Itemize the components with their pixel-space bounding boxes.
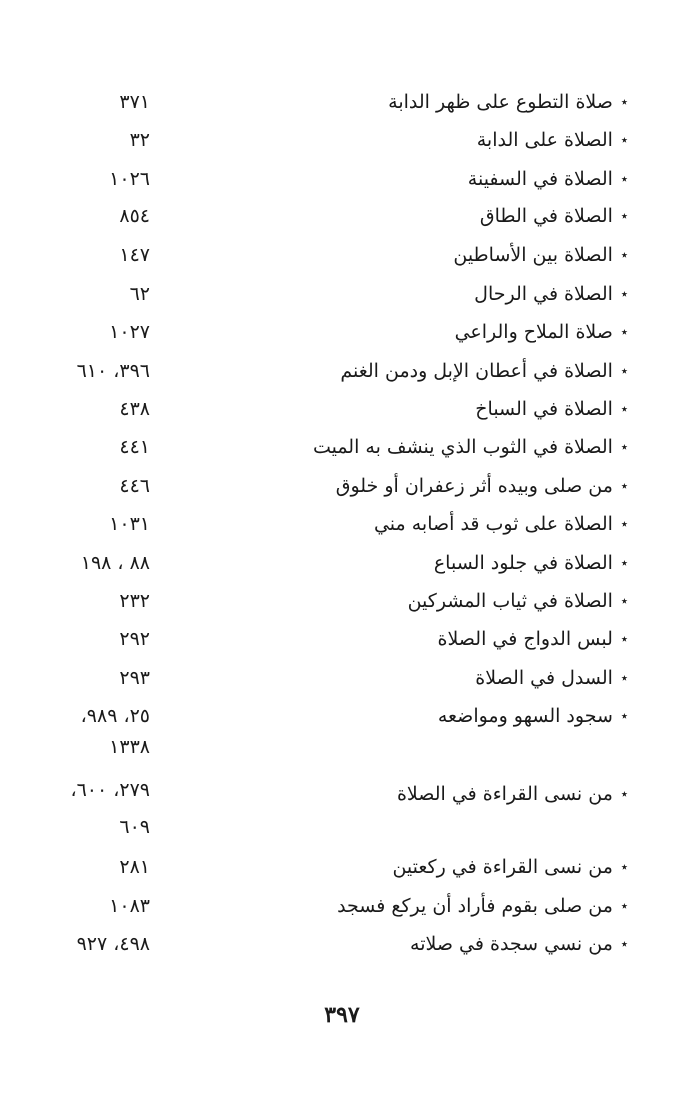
- index-row: [0, 660, 684, 696]
- index-entry: [475, 391, 628, 428]
- page-references: ١٠٢٧: [109, 321, 150, 343]
- index-entry: [374, 506, 628, 543]
- bullet-star: ٭: [620, 937, 628, 952]
- bullet-star: ٭: [620, 517, 628, 532]
- index-entry: [480, 198, 628, 235]
- entry-text: الصلاة في الطاق: [479, 205, 613, 227]
- entry-text: من نسى القراءة في الصلاة: [396, 783, 613, 805]
- index-row: [0, 391, 684, 427]
- bullet-star: ٭: [620, 133, 628, 148]
- index-row: [0, 545, 684, 581]
- index-entry: [468, 161, 628, 198]
- bullet-star: ٭: [620, 787, 628, 802]
- index-row: [0, 198, 684, 234]
- bullet-star: ٭: [620, 402, 628, 417]
- entry-text: الصلاة في الرحال: [474, 283, 613, 305]
- index-row: [0, 122, 684, 158]
- entry-text: سجود السهو ومواضعه: [437, 705, 613, 727]
- index-row: [0, 776, 684, 812]
- entry-text: الصلاة في السفينة: [467, 168, 613, 190]
- bullet-star: ٭: [620, 325, 628, 340]
- page-references: ٨٨ ، ١٩٨: [80, 552, 150, 574]
- entry-text: السدل في الصلاة: [475, 667, 613, 689]
- index-row: [0, 621, 684, 657]
- index-row: [0, 729, 684, 765]
- index-row: [0, 809, 684, 845]
- page-references: ٤٣٨: [119, 398, 150, 420]
- bullet-star: ٭: [620, 632, 628, 647]
- page-references: ٤٤٦: [119, 475, 150, 497]
- page-references: ١٣٣٨: [109, 736, 150, 758]
- page-references: ٣٢: [129, 129, 150, 151]
- entry-text: الصلاة على الدابة: [476, 129, 613, 151]
- index-entry: [388, 84, 628, 121]
- entry-text: من صلى وبيده أثر زعفران أو خلوق: [335, 475, 613, 497]
- page-references: ٤٩٨، ٩٢٧: [76, 933, 150, 955]
- bullet-star: ٭: [620, 899, 628, 914]
- page-references: ٨٥٤: [119, 205, 150, 227]
- index-entry: [337, 888, 628, 925]
- bullet-star: ٭: [620, 709, 628, 724]
- index-row: [0, 353, 684, 389]
- index-entry: [477, 122, 628, 159]
- bullet-star: ٭: [620, 556, 628, 571]
- index-row: [0, 276, 684, 312]
- page-references: ٢٥، ٩٨٩،: [80, 705, 150, 727]
- entry-text: الصلاة على ثوب قد أصابه مني: [373, 513, 613, 535]
- entry-text: من صلى بقوم فأراد أن يركع فسجد: [337, 895, 613, 917]
- bullet-star: ٭: [620, 671, 628, 686]
- bullet-star: ٭: [620, 860, 628, 875]
- bullet-star: ٭: [620, 440, 628, 455]
- bullet-star: ٭: [620, 594, 628, 609]
- entry-text: لبس الدواج في الصلاة: [437, 628, 613, 650]
- entry-text: صلاة التطوع على ظهر الدابة: [388, 91, 613, 113]
- index-entry: [408, 583, 628, 620]
- entry-text: صلاة الملاح والراعي: [454, 321, 613, 343]
- page-references: ١٠٣١: [109, 513, 150, 535]
- page-references: ٦٠٩: [119, 816, 150, 838]
- entry-text: الصلاة في أعطان الإبل ودمن الغنم: [340, 360, 613, 382]
- entry-text: الصلاة في السباخ: [475, 398, 613, 420]
- page-references: ٦٢: [129, 283, 150, 305]
- bullet-star: ٭: [620, 364, 628, 379]
- index-row: [0, 468, 684, 504]
- page-references: ١٤٧: [119, 244, 150, 266]
- index-row: [0, 849, 684, 885]
- index-entry: [336, 468, 628, 505]
- entry-text: من نسي سجدة في صلاته: [410, 933, 613, 955]
- page-references: ٤٤١: [119, 436, 150, 458]
- index-row: [0, 583, 684, 619]
- page-references: ٣٧١: [119, 91, 150, 113]
- page-references: ٢٧٩، ٦٠٠،: [70, 779, 150, 801]
- page-number: ٣٩٧: [324, 1002, 360, 1028]
- index-entry: [313, 429, 628, 466]
- index-entry: [340, 353, 628, 390]
- index-row: [0, 237, 684, 273]
- index-entry: [397, 776, 628, 813]
- index-entry: [434, 545, 628, 582]
- page-references: ٢٩٢: [119, 628, 150, 650]
- bullet-star: ٭: [620, 172, 628, 187]
- bullet-star: ٭: [620, 248, 628, 263]
- entry-text: الصلاة في ثياب المشركين: [407, 590, 613, 612]
- entry-text: من نسى القراءة في ركعتين: [392, 856, 613, 878]
- page-references: ٢٩٣: [119, 667, 150, 689]
- page-references: ١٠٨٣: [109, 895, 150, 917]
- index-entry: [392, 849, 628, 886]
- page-references: ٢٣٢: [119, 590, 150, 612]
- index-row: [0, 888, 684, 924]
- bullet-star: ٭: [620, 287, 628, 302]
- index-entry: [453, 237, 628, 274]
- page-references: ٣٩٦، ٦١٠: [76, 360, 150, 382]
- index-entry: [410, 926, 628, 963]
- entry-text: الصلاة في جلود السباع: [433, 552, 613, 574]
- bullet-star: ٭: [620, 479, 628, 494]
- index-row: [0, 161, 684, 197]
- index-row: [0, 314, 684, 350]
- index-row: [0, 429, 684, 465]
- entry-text: الصلاة بين الأساطين: [453, 244, 613, 266]
- index-row: [0, 84, 684, 120]
- entry-text: الصلاة في الثوب الذي ينشف به الميت: [312, 436, 613, 458]
- index-entry: [474, 276, 628, 313]
- index-entry: [455, 314, 628, 351]
- page-references: ١٠٢٦: [109, 168, 150, 190]
- bullet-star: ٭: [620, 209, 628, 224]
- page-references: ٢٨١: [119, 856, 150, 878]
- index-entry: [475, 660, 628, 697]
- index-entry: [438, 621, 628, 658]
- index-row: [0, 926, 684, 962]
- index-row: [0, 506, 684, 542]
- bullet-star: ٭: [620, 95, 628, 110]
